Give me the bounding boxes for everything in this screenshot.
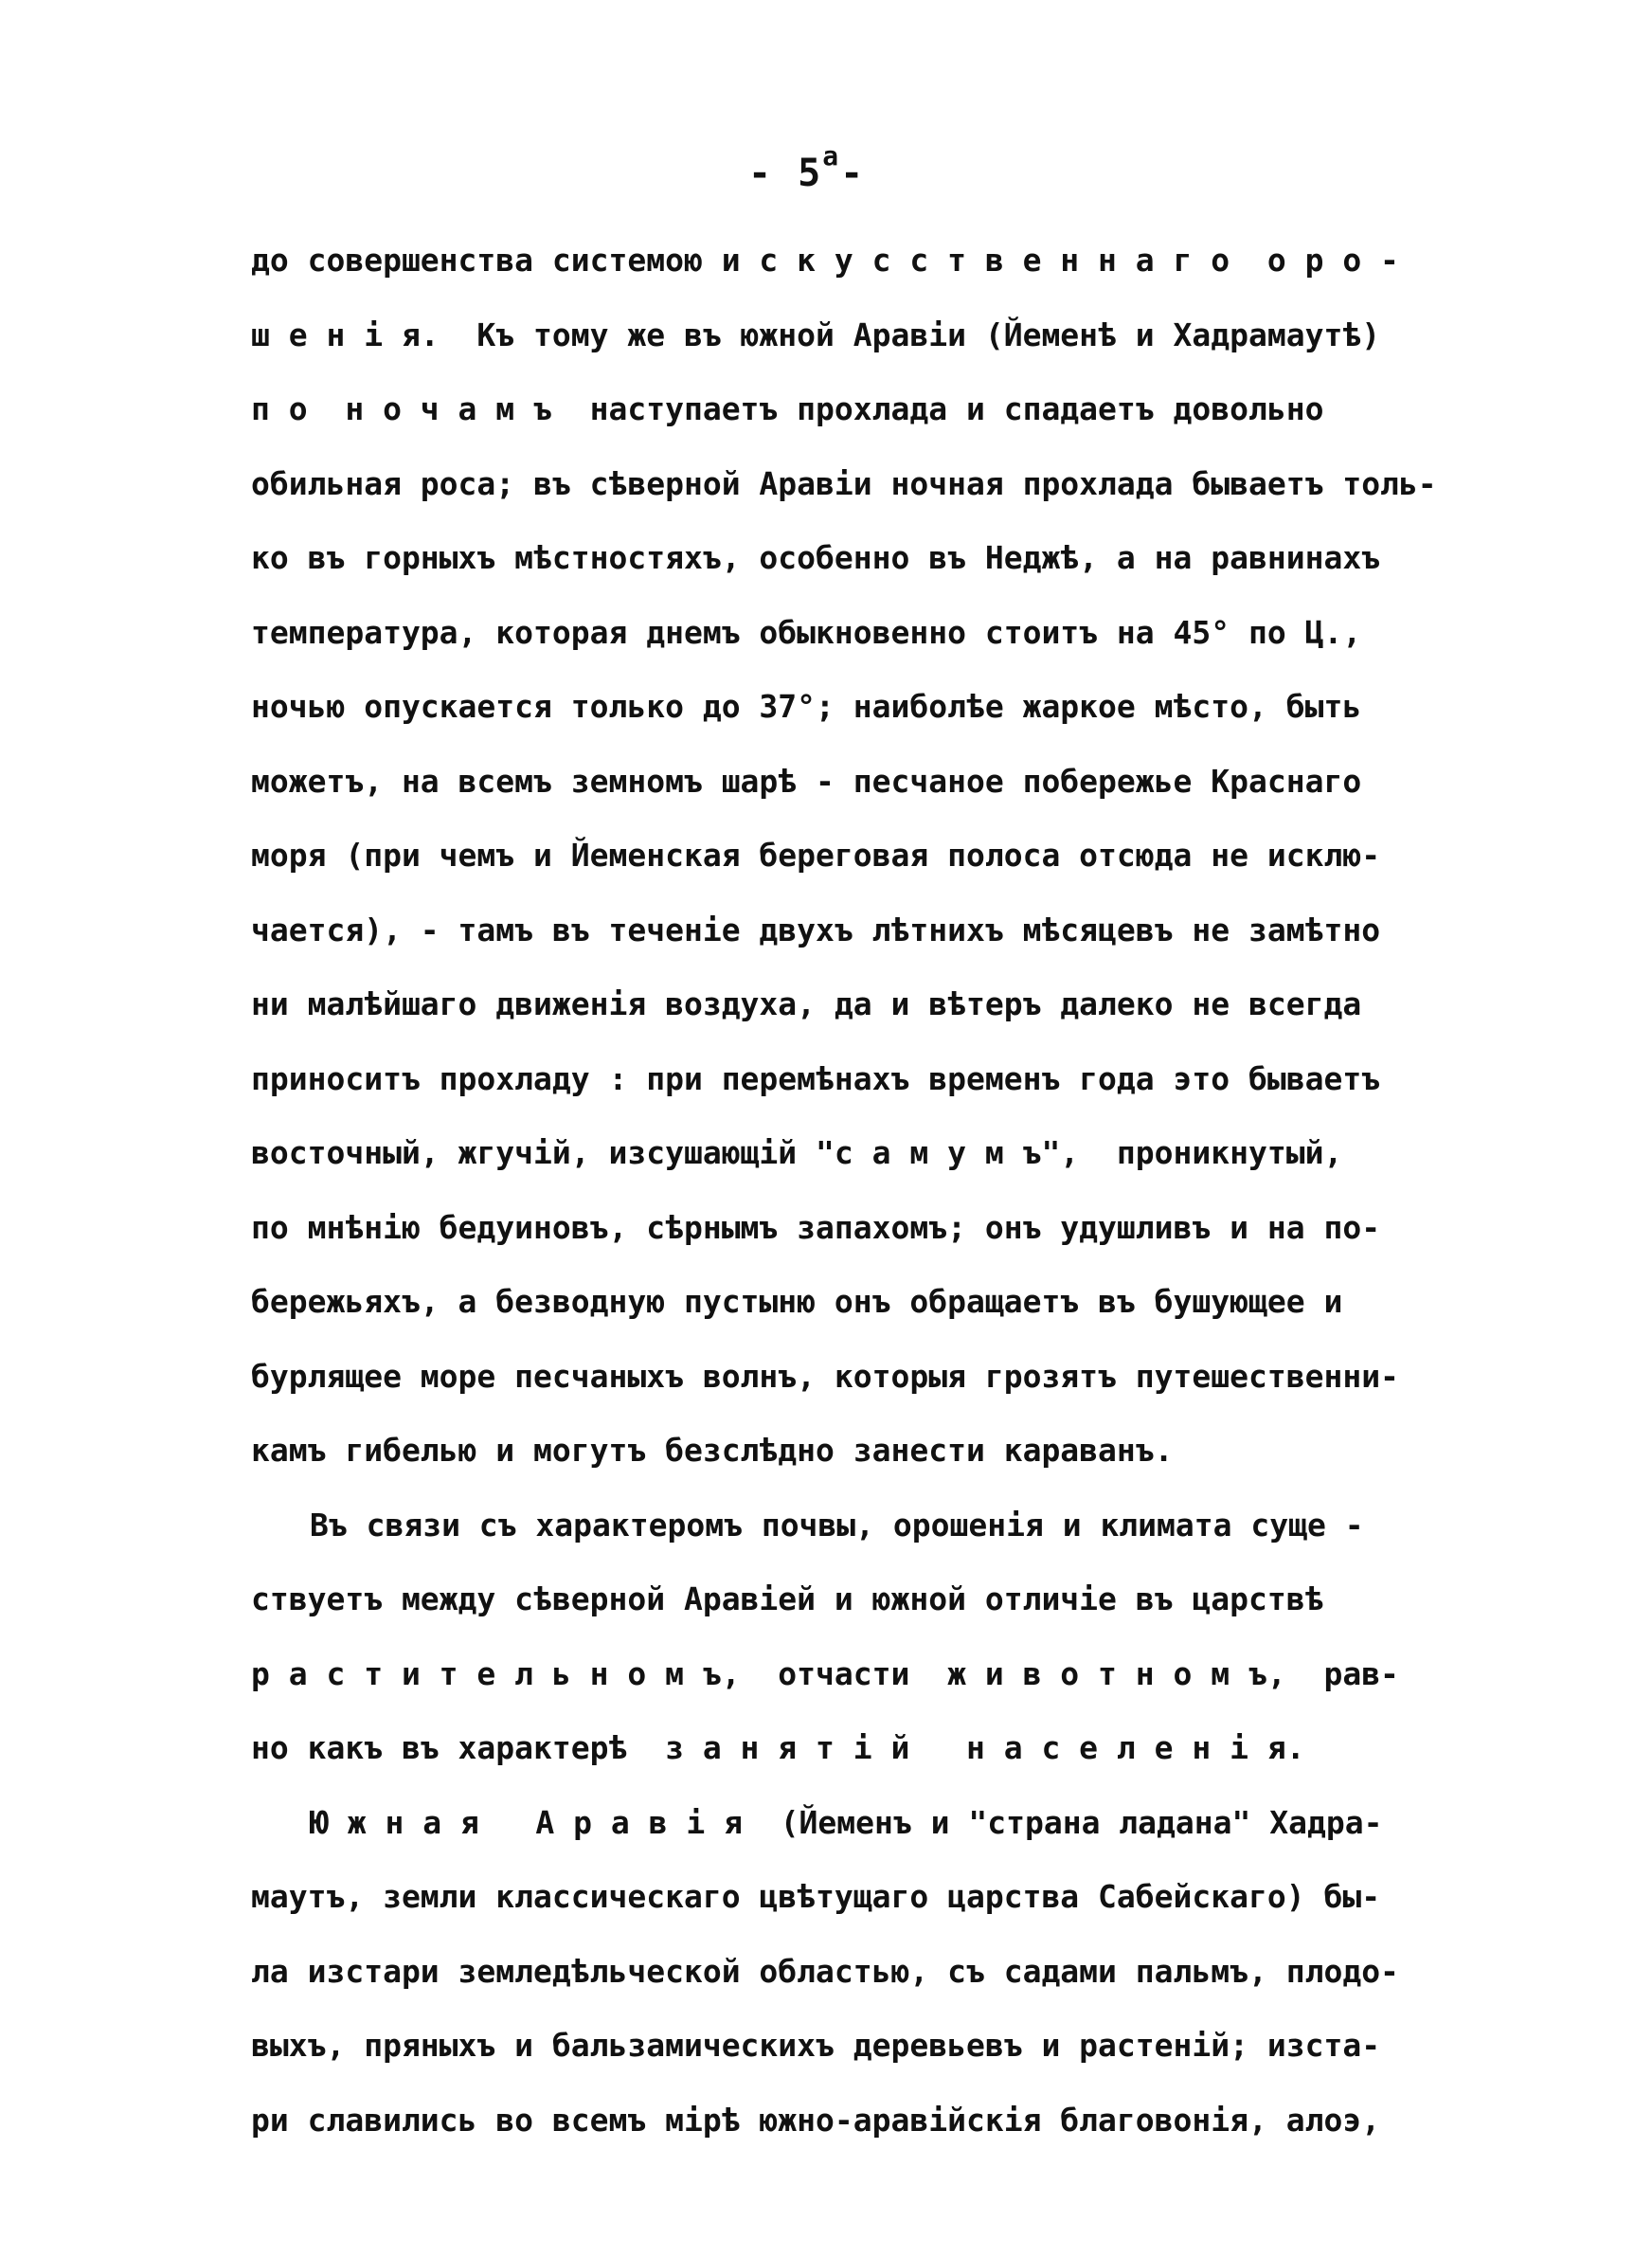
text-line: температура, которая днемъ обыкновенно стоитъ на 45° по Ц., — [251, 613, 1362, 651]
paragraph-climate — [251, 224, 1445, 1489]
text-line: р а с т и т е л ь н о м ъ, отчасти ж и в о т н о м ъ, рав- — [251, 1654, 1399, 1692]
text-line: ри славились во всемъ мірѣ южно-аравійскія благовонія, алоэ, — [251, 2101, 1381, 2139]
text-line: ко въ горныхъ мѣстностяхъ, особенно въ Неджѣ, а на равнинахъ — [251, 539, 1381, 576]
body-text — [251, 224, 1445, 2158]
text-line: по мнѣнію бедуиновъ, сѣрнымъ запахомъ; онъ удушливъ и на по- — [251, 1208, 1381, 1246]
text-line: моря (при чемъ и Йеменская береговая полоса отсюда не исклю- — [251, 837, 1381, 874]
text-line: восточный, жгучій, изсушающій "с а м у м ъ", проникнутый, — [251, 1134, 1343, 1171]
text-line: бурлящее море песчаныхъ волнъ, которыя грозятъ путешественни- — [251, 1357, 1399, 1395]
text-line: можетъ, на всемъ земномъ шарѣ - песчаное побережье Краснаго — [251, 762, 1362, 800]
text-line: до совершенства системою и с к у с с т в е н н а г о о р о - — [251, 242, 1399, 279]
text-line: ствуетъ между сѣверной Аравіей и южной отличіе въ царствѣ — [251, 1580, 1324, 1617]
text-line: камъ гибелью и могутъ безслѣдно занести караванъ. — [251, 1432, 1174, 1469]
text-line: чается), - тамъ въ теченіе двухъ лѣтнихъ мѣсяцевъ не замѣтно — [251, 911, 1381, 948]
text-line: Ю ж н а я А р а в і я (Йеменъ и "страна ладана" Хадра- — [310, 1803, 1383, 1841]
page-number — [748, 140, 938, 195]
text-line: выхъ, пряныхъ и бальзамическихъ деревьевъ и растеній; изста- — [251, 2027, 1381, 2064]
paragraph-south-arabia — [251, 1786, 1445, 2158]
page-number-main: - 5 — [748, 152, 823, 195]
text-line: ночью опускается только до 37°; наиболѣе жаркое мѣсто, быть — [251, 688, 1362, 725]
text-line: но какъ въ характерѣ з а н я т і й н а с е л е н і я. — [251, 1729, 1305, 1766]
text-line: обильная роса; въ сѣверной Аравіи ночная прохлада бываетъ толь- — [251, 464, 1437, 502]
text-line: бережьяхъ, а безводную пустыню онъ обращаетъ въ бушующее и — [251, 1283, 1343, 1320]
paragraph-flora-fauna — [251, 1489, 1445, 1786]
text-line: ла изстари земледѣльческой областью, съ садами пальмъ, плодо- — [251, 1952, 1399, 1990]
text-line: маутъ, земли классическаго цвѣтущаго царства Сабейскаго) бы- — [251, 1878, 1381, 1915]
page-number-superscript: а — [822, 140, 841, 172]
text-line: приноситъ прохладу : при перемѣнахъ временъ года это бываетъ — [251, 1059, 1381, 1097]
text-line: ни малѣйшаго движенія воздуха, да и вѣтеръ далеко не всегда — [251, 985, 1362, 1022]
text-line: Въ связи съ характеромъ почвы, орошенія и климата суще - — [310, 1506, 1364, 1544]
text-line: п о н о ч а м ъ наступаетъ прохлада и спадаетъ довольно — [251, 390, 1324, 427]
page-number-trail: - — [840, 152, 866, 195]
text-line: ш е н і я. Къ тому же въ южной Аравіи (Йеменѣ и Хадрамаутѣ) — [251, 316, 1381, 353]
